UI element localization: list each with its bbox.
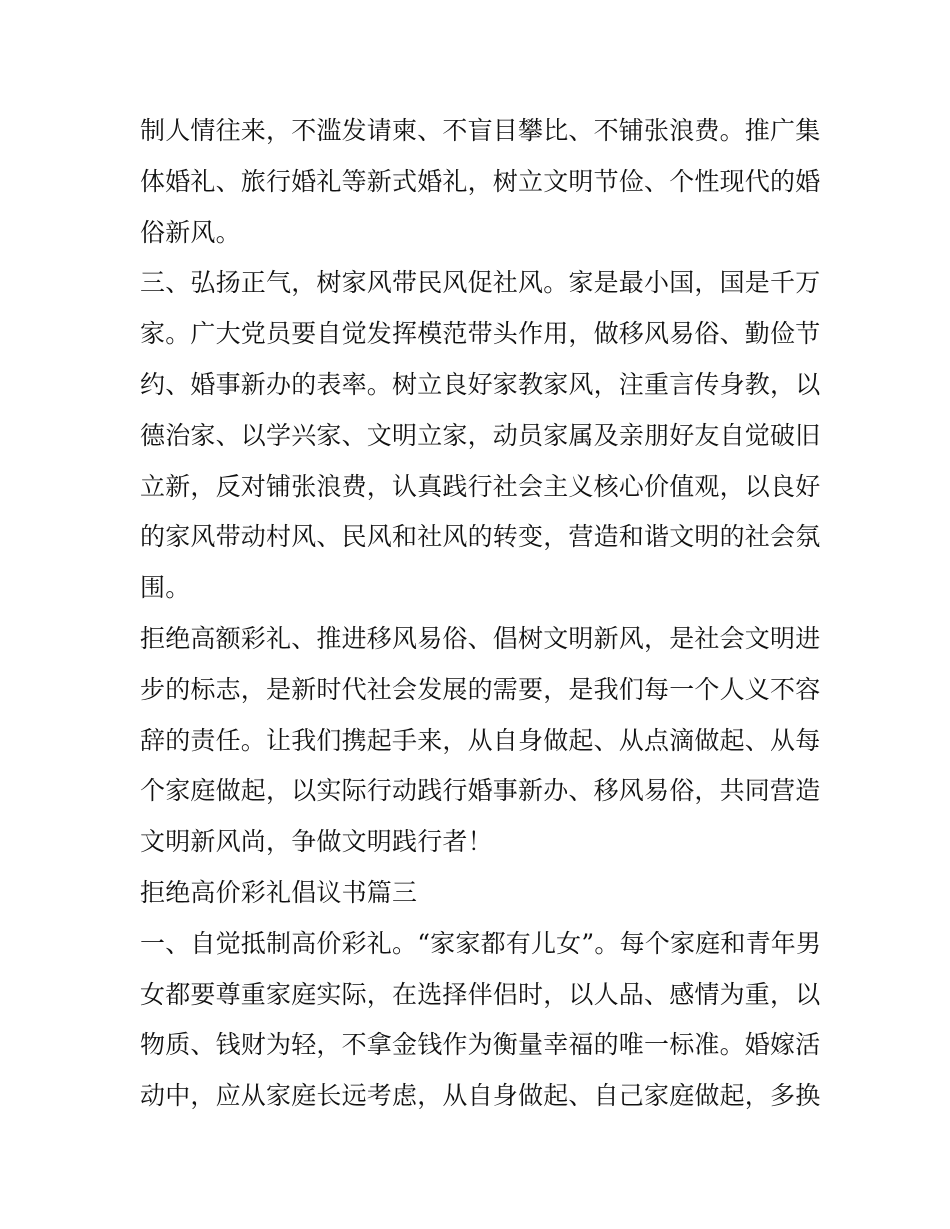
text-line: 辞的责任。让我们携起手来，从自身做起、从点滴做起、从每: [140, 725, 821, 755]
text-line: 物质、钱财为轻，不拿金钱作为衡量幸福的唯一标准。婚嫁活: [140, 1030, 821, 1060]
text-line: 女都要尊重家庭实际，在选择伴侣时，以人品、感情为重，以: [140, 979, 821, 1009]
text-line: 一、自觉抵制高价彩礼。“家家都有儿女”。每个家庭和青年男: [140, 928, 822, 958]
text-line: 拒绝高额彩礼、推进移风易俗、倡树文明新风，是社会文明进: [140, 623, 821, 653]
text-line: 围。: [140, 573, 191, 603]
text-line: 家。广大党员要自觉发挥模范带头作用，做移风易俗、勤俭节: [140, 319, 821, 349]
section-heading: 拒绝高价彩礼倡议书篇三: [140, 877, 418, 907]
text-line: 个家庭做起，以实际行动践行婚事新办、移风易俗，共同营造: [140, 776, 821, 806]
text-line: 步的标志，是新时代社会发展的需要，是我们每一个人义不容: [140, 674, 821, 704]
text-line: 的家风带动村风、民风和社风的转变，营造和谐文明的社会氛: [140, 522, 821, 552]
text-line: 立新，反对铺张浪费，认真践行社会主义核心价值观，以良好: [140, 471, 821, 501]
text-line: 制人情往来，不滥发请柬、不盲目攀比、不铺张浪费。推广集: [140, 116, 821, 145]
text-line: 约、婚事新办的表率。树立良好家教家风，注重言传身教，以: [140, 369, 821, 399]
text-line: 体婚礼、旅行婚礼等新式婚礼，树立文明节俭、个性现代的婚: [140, 166, 821, 196]
text-line: 德治家、以学兴家、文明立家，动员家属及亲朋好友自觉破旧: [140, 420, 821, 450]
text-line: 三、弘扬正气，树家风带民风促社风。家是最小国，国是千万: [140, 268, 821, 298]
text-line: 文明新风尚，争做文明践行者！: [140, 827, 493, 857]
text-line: 动中，应从家庭长远考虑，从自身做起、自己家庭做起，多换: [140, 1081, 821, 1111]
document-body: [140, 106, 820, 1122]
text-line: 俗新风。: [140, 217, 241, 247]
